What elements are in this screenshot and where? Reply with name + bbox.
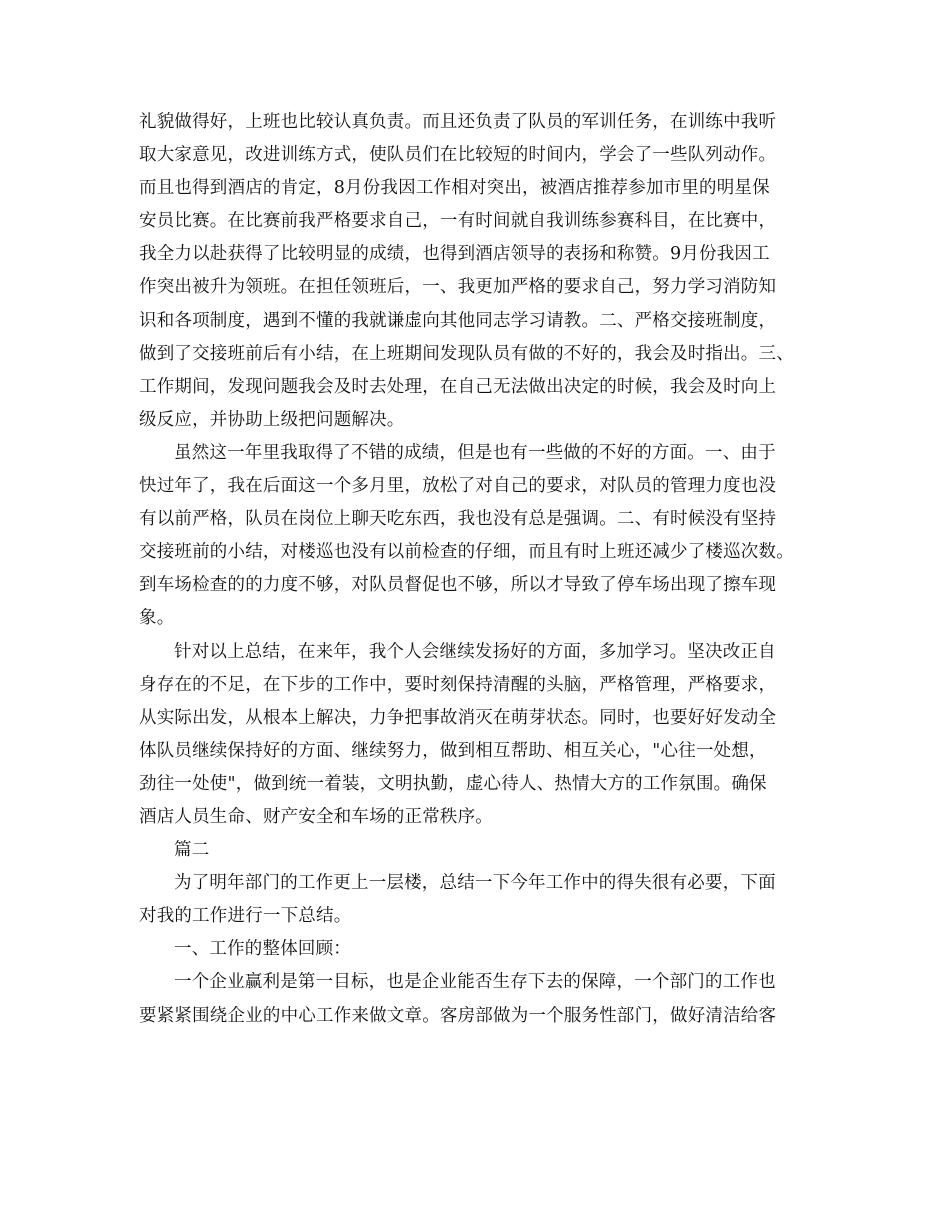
text-line: 而且也得到酒店的肯定，8月份我因工作相对突出，被酒店推荐参加市里的明星保 <box>139 178 770 199</box>
text-line: 识和各项制度，遇到不懂的我就谦虚向其他同志学习请教。二、严格交接班制度， <box>139 310 777 331</box>
text-line: 篇二 <box>174 840 210 861</box>
paragraph <box>139 106 815 437</box>
text-line: 作突出被升为领班。在担任领班后，一、我更加严格的要求自己，努力学习消防知 <box>139 277 777 298</box>
text-line: 级反应，并协助上级把问题解决。 <box>139 409 405 430</box>
text-line: 做到了交接班前后有小结，在上班期间发现队员有做的不好的，我会及时指出。三、 <box>139 343 794 364</box>
text-line: 对我的工作进行一下总结。 <box>139 906 352 927</box>
text-line: 礼貌做得好，上班也比较认真负责。而且还负责了队员的军训任务，在训练中我听 <box>139 112 777 132</box>
text-line: 我全力以赴获得了比较明显的成绩，也得到酒店领导的表扬和称赞。9月份我因工 <box>139 244 770 265</box>
text-line: 针对以上总结，在来年，我个人会继续发扬好的方面，多加学习。坚决改正自 <box>174 641 776 662</box>
text-line: 一、工作的整体回顾： <box>174 939 351 960</box>
paragraph <box>139 834 815 867</box>
text-line: 从实际出发，从根本上解决，力争把事故消灭在萌芽状态。同时，也要好好发动全 <box>139 707 777 728</box>
paragraph <box>139 437 815 636</box>
paragraph <box>139 636 815 835</box>
paragraph <box>139 966 815 1032</box>
paragraph <box>139 933 815 966</box>
text-line: 为了明年部门的工作更上一层楼，总结一下今年工作中的得失很有必要，下面 <box>174 873 776 894</box>
text-line: 交接班前的小结，对楼巡也没有以前检查的仔细，而且有时上班还减少了楼巡次数。 <box>139 542 794 563</box>
text-line: 快过年了，我在后面这一个多月里，放松了对自己的要求，对队员的管理力度也没 <box>139 476 777 497</box>
text-line: 有以前严格，队员在岗位上聊天吃东西，我也没有总是强调。二、有时候没有坚持 <box>139 509 777 530</box>
text-line: 虽然这一年里我取得了不错的成绩，但是也有一些做的不好的方面。一、由于 <box>174 442 776 463</box>
text-line: 一个企业赢利是第一目标，也是企业能否生存下去的保障，一个部门的工作也 <box>174 972 776 993</box>
paragraph <box>139 867 815 933</box>
text-line: 工作期间，发现问题我会及时去处理，在自己无法做出决定的时候，我会及时向上 <box>139 376 777 397</box>
text-line: 要紧紧围绕企业的中心工作来做文章。客房部做为一个服务性部门，做好清洁给客 <box>139 1005 777 1026</box>
text-line: 安员比赛。在比赛前我严格要求自己，一有时间就自我训练参赛科目，在比赛中， <box>139 211 777 232</box>
text-line: 体队员继续保持好的方面、继续努力，做到相互帮助、相互关心，"心往一处想， <box>139 740 767 761</box>
text-line: 取大家意见，改进训练方式，使队员们在比较短的时间内，学会了一些队列动作。 <box>139 145 777 166</box>
text-line: 到车场检查的的力度不够，对队员督促也不够，所以才导致了停车场出现了擦车现 <box>139 575 777 596</box>
document-body <box>139 106 815 1033</box>
text-line: 劲往一处使"，做到统一着装，文明执勤，虚心待人、热情大方的工作氛围。确保 <box>139 773 767 794</box>
text-line: 身存在的不足，在下步的工作中，要时刻保持清醒的头脑，严格管理，严格要求， <box>139 674 777 695</box>
text-line: 象。 <box>139 608 175 629</box>
text-line: 酒店人员生命、财产安全和车场的正常秩序。 <box>139 806 493 827</box>
